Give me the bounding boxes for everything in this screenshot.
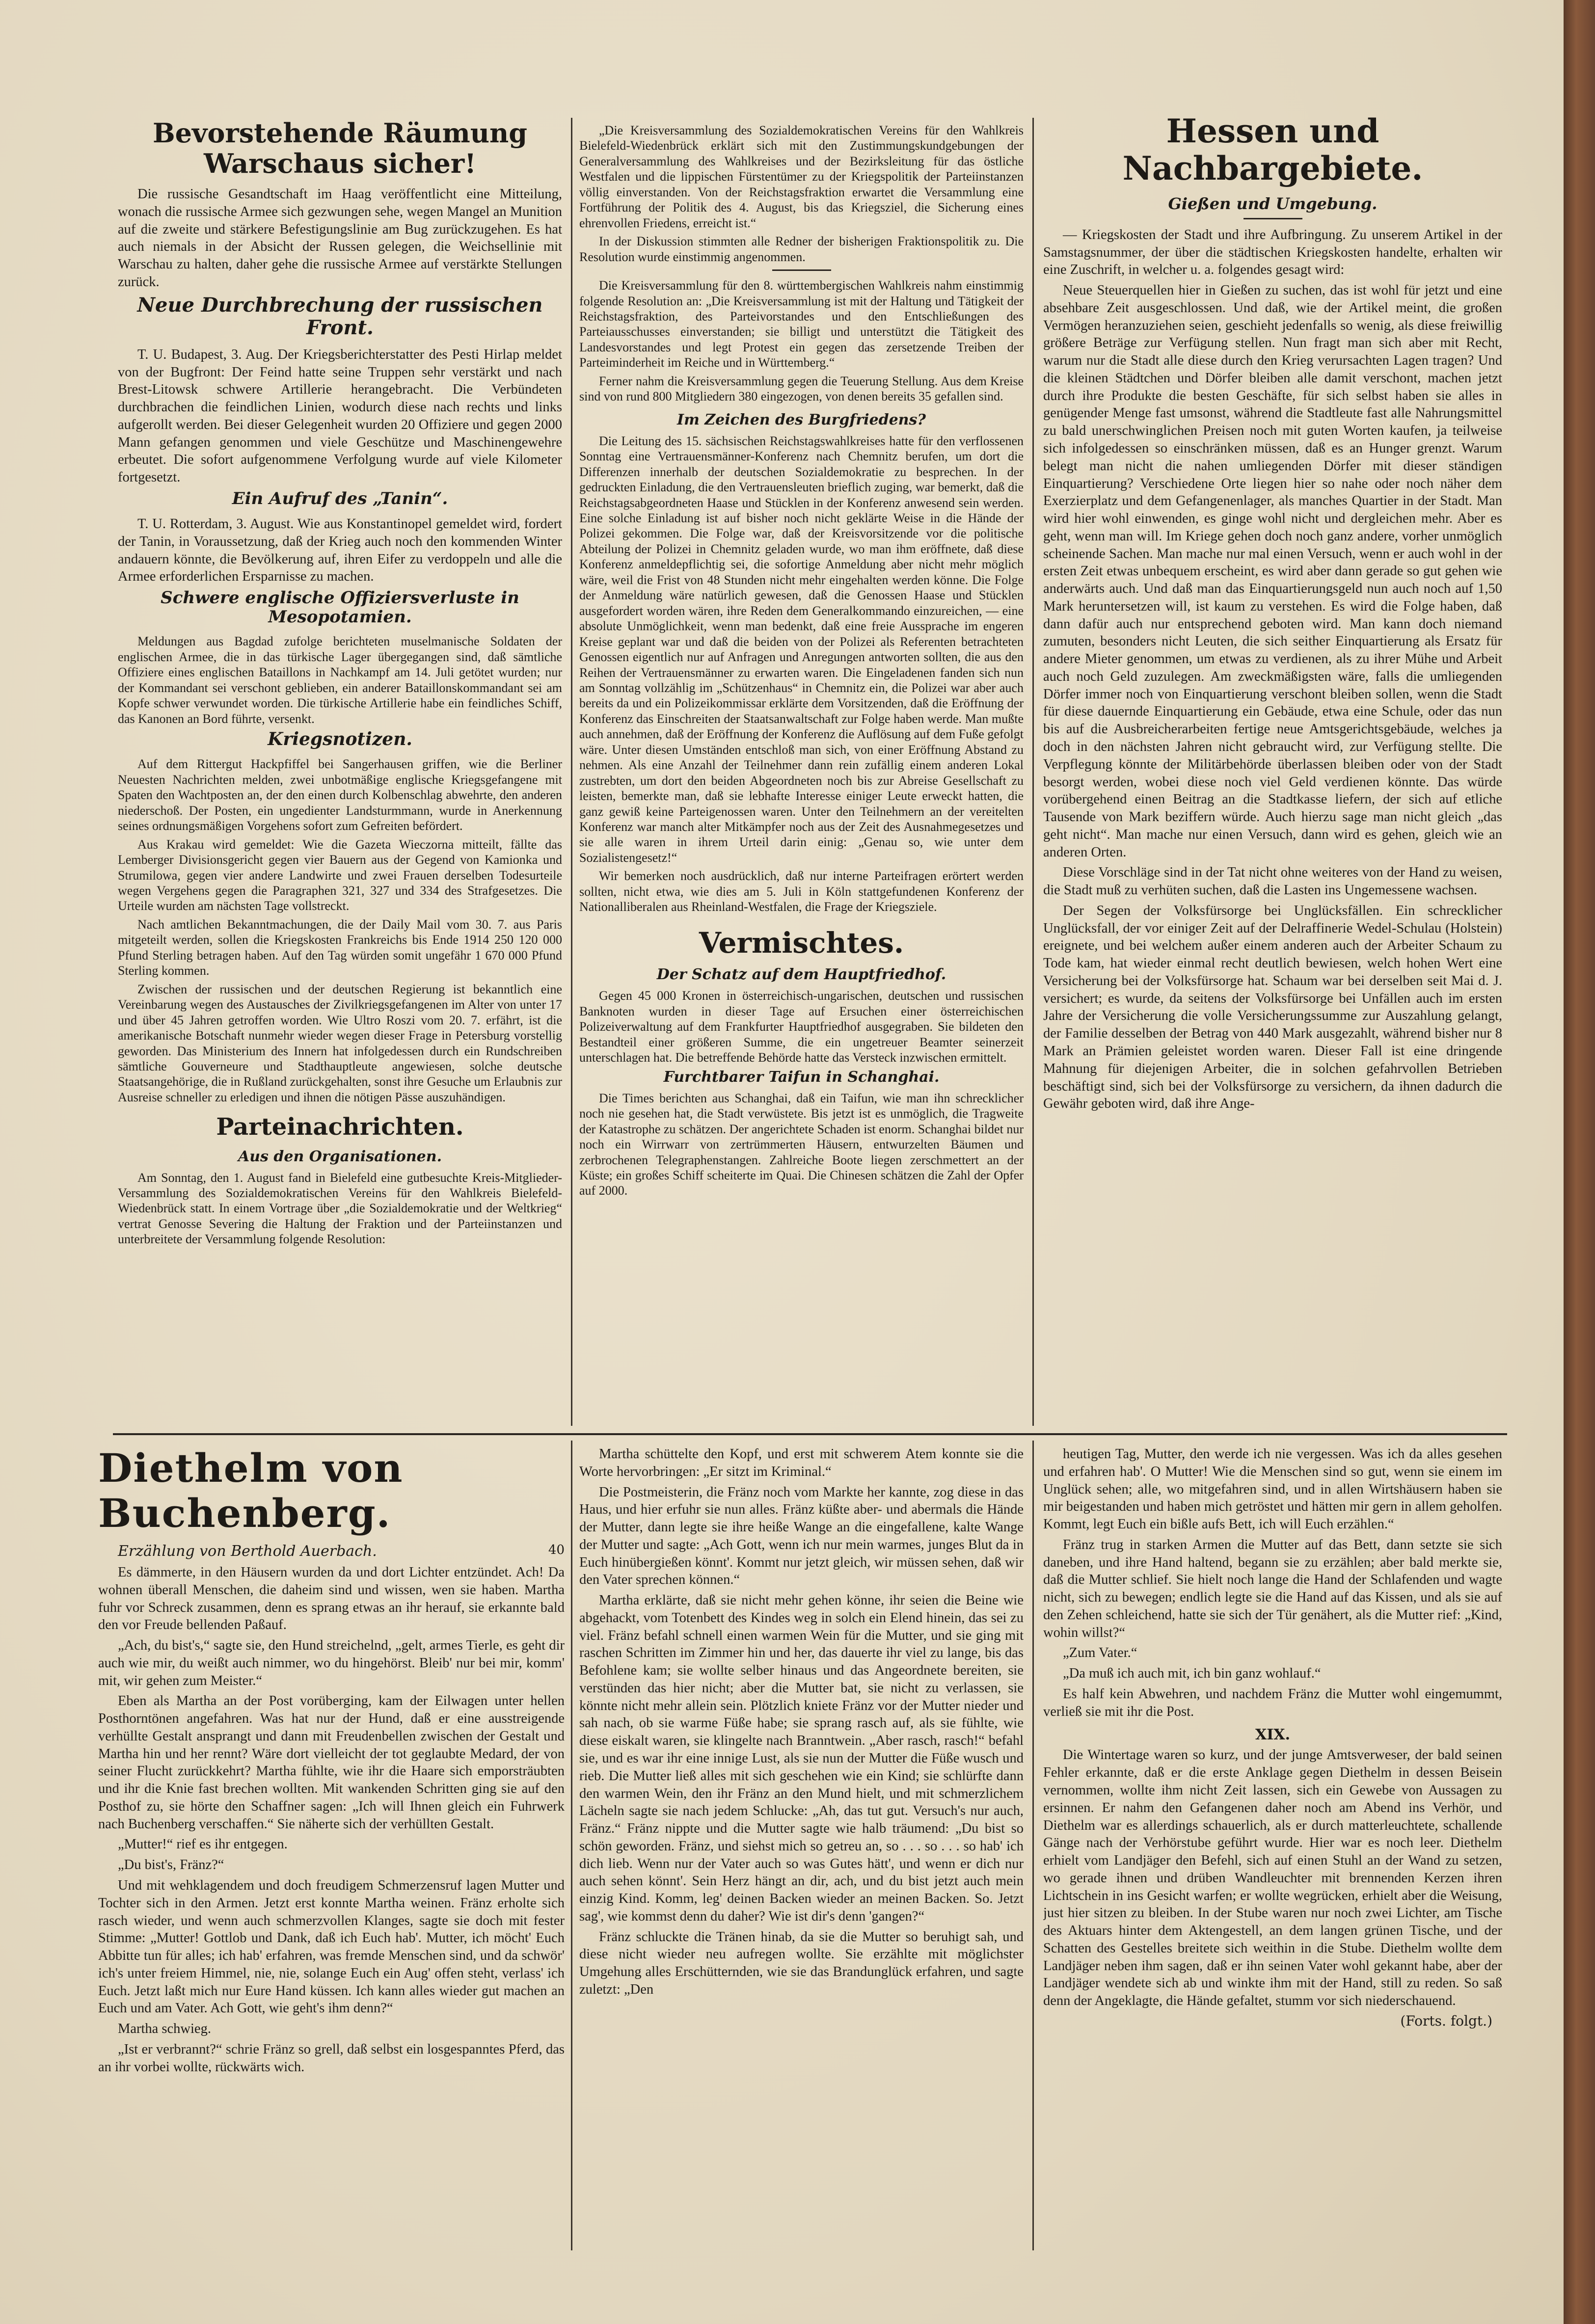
article-text: Aus Krakau wird gemeldet: Wie die Gazeta Wieczorna mitteilt, fällte das Lemberger Divisionsgericht gegen vier Bauern aus der Gegend von Kamionka und Strumilowa, gegen vier andere Landwirte und zwei Frauen derselben Todesurteile wegen Vergehens gegen die Paragraphen 321, 327 und 334 des Strafgesetzes. Die Urteile wurden am nächsten Tage vollstreckt. (118, 837, 562, 913)
headline-mesopotamien: Schwere englische Offiziersverluste in Mesopotamien. (161, 588, 519, 627)
article-text: Die Kreisversammlung für den 8. württembergischen Wahlkreis nahm einstimmig folgende Resolution an: „Die Kreisversammlung ist mit der Haltung und Tätigkeit der Reichstagsfraktion, des Parteivorstandes und den Entschließungen des Parteiausschusses einverstanden; sie billigt und unterstützt die Tätigkeit des Landesvorstandes und legt Protest ein gegen das zersetzende Treiben der Parteiminderheit im Reiche und in Württemberg.“ (579, 278, 1024, 370)
article-text: In der Diskussion stimmten alle Redner der bisherigen Fraktionspolitik zu. Die Resolution wurde einstimmig angenommen. (579, 234, 1024, 264)
serial-text: heutigen Tag, Mutter, den werde ich nie vergessen. Was ich da alles gesehen und erfahren hab'. O Mutter! Wie die Menschen sind so gut, wenn sie einem im Unglück sehen; alle, wo mitgefahren sind, und in allen Wirtshäusern haben sie mir beigestanden und haben mich getröstet und hätten mir gern in allem geholfen. Kommt, legt Euch ein bißle aufs Bett, ich will Euch erzählen.“ (1043, 1446, 1502, 1532)
serial-text: „Zum Vater.“ (1063, 1645, 1137, 1661)
article-text: T. U. Budapest, 3. Aug. Der Kriegsberichterstatter des Pesti Hirlap meldet von der Bugfront: Der Feind hatte seine Truppen sehr verstärkt und nach Brest-Litowsk schwere Artillerie herangebracht. Die Verbündeten durchbrachen die feindlichen Linien, wodurch diese nach rechts und links aufgerollt werden. Bei dieser Gelegenheit wurden 20 Offiziere und gegen 2000 Mann gefangen genommen und viele Geschütze und Maschinengewehre erbeutet. Die sofort aufgenommene Verfolgung wurde auf viele Kilometer fortgesetzt. (118, 347, 562, 485)
article-text: Diese Vorschläge sind in der Tat nicht ohne weiteres von der Hand zu weisen, die Stadt muß zu verhüten suchen, daß die Lasten ins Ungemessene wachsen. (1043, 865, 1502, 898)
serial-text: Fränz trug in starken Armen die Mutter auf das Bett, dann setzte sie sich daneben, und ihre Hand haltend, begann sie zu erzählen; aber bald merkte sie, daß die Mutter schlief. Sie hielt noch lange die Hand der Schlafenden und wagte nicht, sich zu bewegen; endlich legte sie die Hand auf das Kissen, und als sie auf den Zehen schleichend, hatte sie sich der Tür genähert, als die Mutter rief: „Kind, wohin willst?“ (1043, 1537, 1502, 1640)
serial-text: „Ist er verbrannt?“ schrie Fränz so grell, daß selbst ein losgespanntes Pferd, das an ihr vorbei wollte, rückwärts wich. (98, 2041, 565, 2075)
article-text: Neue Steuerquellen hier in Gießen zu suchen, das ist wohl für jetzt und eine absehbare Zeit ausgeschlossen. Und daß, wie der Artikel meint, die großen Vermögen heranzuziehen seien, geschieht jedenfalls so wenig, als diese freiwillig größere Beträge zur Verfügung stellen. Nun fragt man sich aber mit Recht, warum nur die Stadt alle diese durch den Krieg verursachten Lagen tragen? Und die kleinen Städtchen und Dörfer bleiben alle damit verschont, machen jetzt durch ihre Produkte die besten Geschäfte, für sich selbst haben sie alles in genügender Menge fast umsonst, während die Stadtleute fast alle Nahrungsmittel zu bald unerschwinglichen Preisen noch mit guten Worten kaufen, ja teilweise sich infolgedessen so einschränken müssen, daß es an Hunger grenzt. Warum belegt man nicht die nahen umliegenden Dörfer mit dieser ständigen Einquartierung? Verschiedene Orte liegen hier so nahe oder noch näher dem Exerzierplatz und dem Gefangenenlager, als manches Quartier in der Stadt. Man wird hier wohl einwenden, es ginge wohl nicht und dergleichen mehr. Aber es geht, wenn man will. Im Kriege gehen doch noch ganz andere, vorher unmöglich scheinende Sachen. Man mache nur mal einen Versuch, wenn er auch wohl in der ersten Zeit etwas unbequem erscheint, es wird aber dann gerade so gut gehen wie anderwärts auch. Und daß man das Einquartierungsgeld nun auch noch auf 1,50 Mark heruntersetzen will, ist kaum zu verstehen. Es wird die Folge haben, daß dann dafür auch nur entsprechend geboten wird. Man kann doch niemand zumuten, besonders nicht Leuten, die sich seither Einquartierung als Ersatz für andere Mieter genommen, um etwas zu verdienen, als zu ihrer Mühe und Arbeit auch noch Geld zuzulegen. Am zweckmäßigsten wäre, falls die umliegenden Dörfer immer noch von Einquartierung verschont bleiben sollen, wenn die Stadt für diese dauernde Einquartierung ein Gebäude, etwa eine Schule, oder das nun bis auf die Ausbreicherarbeiten fertige neue Amtsgerichtsgebäude, welches ja doch in den nächsten Jahren nicht gebraucht wird, zur Verfügung stellte. Die Verpflegung könnte der Militärbehörde überlassen bleiben oder von der Stadt besorgt werden, wobei diese noch viel Geld verdienen könnte. Das würde vorübergehend einen Beitrag an die Stadtkasse liefern, der sich auf etliche Tausende von Mark beziffern würde. Auch hierzu sage man nicht gleich „das geht nicht“. Man mache nur einen Versuch, dann wird es gehen, gleich wie an anderen Orten. (1043, 283, 1502, 860)
right-column (1043, 113, 1502, 1426)
serial-text: „Du bist's, Fränz?“ (118, 1857, 224, 1873)
serial-text: „Mutter!“ rief es ihr entgegen. (118, 1837, 288, 1852)
article-text: „Die Kreisversammlung des Sozialdemokratischen Vereins für den Wahlkreis Bielefeld-Wiedenbrück erklärt sich mit den Zustimmungskundgebungen der Generalversammlung des Wahlkreises und der Bezirksleitung für das östliche Westfalen und die lippischen Fürstentümer zu der Kriegspolitik der Parteiinstanzen völlig einverstanden. Von der Reichstagsfraktion erwartet die Versammlung eine Fortführung der Politik des 4. August, bis das Kriegsziel, die Sicherung eines ehrenvollen Friedens, erreicht ist.“ (579, 123, 1024, 230)
headline-front: Neue Durchbrechung der russischen Front. (137, 293, 543, 339)
column-divider (571, 1441, 572, 2250)
article-text: Ferner nahm die Kreisversammlung gegen die Teuerung Stellung. Aus dem Kreise sind von rund 800 Mitgliedern 380 eingezogen, von denen bereits 35 gefallen sind. (579, 374, 1024, 404)
serial-author: Erzählung von Berthold Auerbach. (118, 1543, 377, 1560)
section-divider (113, 1433, 1507, 1435)
article-text: Meldungen aus Bagdad zufolge berichteten muselmanische Soldaten der englischen Armee, die in das türkische Lager übergegangen sind, daß sämtliche Offiziere eines englischen Bataillons in Nachkampf am 14. Juli getötet wurden; nur der Kommandant sei verschont geblieben, ein anderer Bataillonskommandant sei am Kopfe schwer verwundet worden. Die türkische Artillerie habe ein feindliches Schiff, das Kanonen an Bord führte, versenkt. (118, 634, 562, 726)
continued-note: (Forts. folgt.) (1400, 2012, 1492, 2029)
article-text: Zwischen der russischen und der deutschen Regierung ist bekanntlich eine Vereinbarung wegen des Austausches der Zivilkriegsgefangenen im Alter von unter 17 und über 45 Jahren getroffen worden. Wie Ultro Roszi vom 20. 7. erfährt, ist die amerikanische Botschaft nunmehr wieder wegen dieser Frage in Petersburg vorstellig geworden. Das Ministerium des Innern hat infolgedessen durch ein Rundschreiben sämtliche Gouverneure und Stadthauptleute angewiesen, solche deutsche Staatsangehörige, die in Rußland zurückgehalten, sonst ihre Gesuche um Erlaubnis zur Ausreise schneller zu erledigen und ihnen die nötigen Pässe auszuhändigen. (118, 982, 562, 1104)
subhead-giessen: Gießen und Umgebung. (1168, 194, 1378, 213)
column-divider (1032, 1441, 1034, 2250)
article-text: Nach amtlichen Bekanntmachungen, die der Daily Mail vom 30. 7. aus Paris mitgeteilt werden, sollen die Kriegskosten Frankreichs bis Ende 1914 250 120 000 Pfund Sterling betragen haben. Auf den Tag würden somit ungefähr 1 670 000 Pfund Sterling kommen. (118, 917, 562, 978)
article-text: — Kriegskosten der Stadt und ihre Aufbringung. Zu unserem Artikel in der Samstagsnummer, der über die städtischen Kriegskosten handelte, erhalten wir eine Zuschrift, in welcher u. a. folgendes gesagt wird: (1043, 227, 1502, 278)
article-text: Die Leitung des 15. sächsischen Reichstagswahlkreises hatte für den verflossenen Sonntag eine Vertrauensmänner-Konferenz nach Chemnitz berufen, um dort die Differenzen innerhalb der deutschen Sozialdemokratie zu besprechen. In der gedruckten Einladung, die den Vertrauensleuten brieflich zuging, war bemerkt, daß die Reichstagsabgeordneten Haase und Stücklen in der Konferenz anwesend sein werden. Eine solche Einladung ist auf bisher noch nicht geklärte Weise in die Hände der Polizei gekommen. Die Folge war, daß der Kreisvorsitzende vor die politische Abteilung der Polizei in Chemnitz geladen wurde, wo man ihm eröffnete, daß diese Konferenz anmeldepflichtig sei, die sofortige Anmeldung aber nicht mehr möglich wäre, weil die Frist von 48 Stunden nicht mehr eingehalten werden könne. Die Folge der Anmeldung wäre natürlich gewesen, daß die Genossen Haase und Stücklen ausgefordert worden wären, ihre Reden dem Generalkommando einzureichen, — eine absolute Unmöglichkeit, wenn man bedenkt, daß eine freie Aussprache im engeren Kreise geplant war und daß die beiden von der Polizei als Referenten betrachteten Genossen eigentlich nur auf Anfragen und Anregungen antworten sollten, die aus den Reihen der Vertrauensmänner zu erwarten waren. Die Eingeladenen fanden sich nun am Sonntag vollzählig im „Schützenhaus“ in Chemnitz ein, die Polizei war aber auch bereits da und ein Polizeikommissar erklärte dem Vorsitzenden, daß die Eröffnung der Konferenz das Einschreiten der Staatsanwaltschaft zur Folge haben werde. Man mußte auch annehmen, daß der Eröffnung der Konferenz die Auflösung auf dem Fuße gefolgt wäre. Unter diesen Umständen entschloß man sich, von einer Eröffnung Abstand zu nehmen. Als eine Anzahl der Teilnehmer dann rein zufällig einem anderen Lokal zustrebten, um dort den beiden Abgeordneten noch bis zur Abreise Gesellschaft zu leisten, bemerkte man, daß sie lebhafte Interesse einiger Leute erweckt hatten, die ganz gewiß keine Parteigenossen waren. Unter den Teilnehmern an der vereitelten Konferenz war manch alter Mitkämpfer noch aus der Zeit des Ausnahmegesetzes und sie alle waren in ihrem Urteil darin einig: „Genau so, wie unter dem Sozialistengesetz!“ (579, 433, 1024, 865)
serial-text: Fränz schluckte die Tränen hinab, da sie die Mutter so beruhigt sah, und diese nicht wieder neu aufregen wollte. Sie erzählte mit möglichster Umgehung alles Erschütternden, wie sie das Brandunglück erfahren, und sagte zuletzt: „Den (579, 1929, 1024, 1997)
serial-text: Martha erklärte, daß sie nicht mehr gehen könne, ihr seien die Beine wie abgehackt, vom Totenbett des Kindes weg in solch ein Elend hinein, das sei zu viel. Fränz befahl schnell einen warmen Wein für die Mutter, und sie ging mit raschen Schritten im Zimmer hin und her, das dauerte ihr viel zu lange, bis das Befohlene kam; sie wollte selber hinaus und das Angeordnete bereiten, sie verstünden das hier nicht; aber die Mutter bat, sie nicht zu verlassen, sie könnte nicht mehr allein sein. Plötzlich kniete Fränz vor der Mutter nieder und sah nach, ob sie warme Füße habe; sie sprang rasch auf, als sie fühlte, wie diese eiskalt waren, sie klingelte nach Branntwein. „Aber rasch, rasch!“ befahl sie, und es war ihr eine innige Lust, als sie nun der Mutter die Füße wusch und rieb. Die Mutter ließ alles mit sich geschehen wie ein Kind; sie schlürfte dann den warmen Wein, den ihr Fränz an den Mund hielt, und mit schmerzlichem Lächeln sagte sie nach jedem Schlucke: „Ah, das tut gut. Versuch's nur auch, Fränz.“ Fränz nippte und die Mutter sagte wie halb träumend: „Du bist so schön geworden. Fränz, und siehst mich so getreu an, so . . . so . . . so hab' ich dich lieb. Wenn nur der Vater auch so was Gutes hätt', und wenn er dich nur auch sehen könnt'. Sein Herz hängt an dir, ach, und du bist jetzt auch mein einzig Kind. Komm, leg' deinen Backen wieder an meinen Backen. So. Jetzt sag', wie kommst denn du daher? Wie ist dir's denn 'gangen?“ (579, 1593, 1024, 1924)
serial-column-2 (579, 1445, 1024, 2250)
article-text: Die russische Gesandtschaft im Haag veröffentlicht eine Mitteilung, wonach die russische Armee sich gezwungen sehe, wegen Mangel an Munition auf die zweite und stärkere Befestigungslinie am Bug zurückzugehen. Es hat auch niemals in der Absicht der Russen gelegen, die Weichsellinie mit Warschau zu halten, daher gehe die russische Armee auf verstärkte Stellungen zurück. (118, 187, 562, 290)
middle-column (579, 123, 1024, 1426)
article-text: T. U. Rotterdam, 3. August. Wie aus Konstantinopel gemeldet wird, fordert der Tanin, in Voraussetzung, daß der Krieg auch noch den kommenden Winter andauern könnte, die Bevölkerung auf, ihren Eifer zu verdoppeln und alle die Armee erforderlichen Ersparnisse zu machen. (118, 516, 562, 585)
chapter-number: XIX. (1255, 1726, 1291, 1744)
serial-text: Es half kein Abwehren, und nachdem Fränz die Mutter wohl eingemummt, verließ sie mit ihr die Post. (1043, 1686, 1502, 1719)
subhead-organisationen: Aus den Organisationen. (238, 1148, 442, 1165)
serial-column-1 (98, 1445, 565, 2250)
book-binding (1564, 0, 1595, 2324)
serial-column-3 (1043, 1445, 1502, 2250)
headline-tanin: Ein Aufruf des „Tanin“. (232, 488, 448, 508)
subhead-taifun: Furchtbarer Taifun in Schanghai. (663, 1068, 940, 1086)
article-text: Auf dem Rittergut Hackpfiffel bei Sangerhausen griffen, wie die Berliner Neuesten Nachrichten melden, zwei unbotmäßige englische Kriegsgefangene mit Spaten den Wachtposten an, der den einen durch Kolbenschlag abwehrte, den anderen niederschoß. Der Posten, ein ungedienter Landsturmmann, wurde in Anerkennung seines ordnungsmäßigen Vorgehens sofort zum Gefreiten befördert. (118, 757, 562, 833)
serial-text: Und mit wehklagendem und doch freudigem Schmerzensruf lagen Mutter und Tochter sich in den Armen. Jetzt erst konnte Martha weinen. Fränz erholte sich rasch wieder, und wenn auch schmerzvollen Klanges, sagte sie doch mit fester Stimme: „Mutter! Gottlob und Dank, daß ich Euch hab'. Mutter, ich möcht' Euch Abbitte tun für alles; ich hab' erfahren, was fremde Menschen sind, und da schwör' ich's unter freiem Himmel, nie, nie, solange Euch ein Aug' offen steht, verlass' ich Euch. Jetzt laßt mich nur Eure Hand küssen. Ich kann alles wieder gut machen an Euch und am Vater. Ach Gott, wie geht's ihm denn?“ (98, 1878, 565, 2016)
left-column (118, 118, 562, 1426)
article-text: Am Sonntag, den 1. August fand in Bielefeld eine gutbesuchte Kreis-Mitglieder-Versammlung des Sozialdemokratischen Vereins für den Wahlkreis Bielefeld-Wiedenbrück statt. In einem Vortrage über „die Sozialdemokratie und der Weltkrieg“ vertrat Genosse Severing die Haltung der Fraktion und der Parteiinstanzen und unterbreitete der Versammlung folgende Resolution: (118, 1170, 562, 1247)
column-divider (1032, 118, 1034, 1426)
headline-vermischtes: Vermischtes. (699, 926, 904, 960)
article-text: Gegen 45 000 Kronen in österreichisch-ungarischen, deutschen und russischen Banknoten wurden in dieser Tage auf Ersuchen einer österreichischen Polizeiverwaltung auf dem Frankfurter Hauptfriedhof ausgegraben. Sie bildeten den Bestandteil einer größeren Summe, die ein ungetreuer Beamter seinerzeit unterschlagen hat. Die betreffende Behörde hatte das Versteck inzwischen ermittelt. (579, 988, 1024, 1065)
serial-number: 40 (548, 1543, 565, 1557)
serial-text: Die Postmeisterin, die Fränz noch vom Markte her kannte, zog diese in das Haus, und hier erfuhr sie nun alles. Fränz küßte aber- und abermals die Hände der Mutter, dann legte sie ihre heiße Wange an die eingefallene, kalte Wange der Mutter und sagte: „Ach Gott, wenn ich nur mein warmes, junges Blut da in Euch hinübergießen könnt'. Kommt nur jetzt gleich, wir müssen sehen, daß wir den Vater sprechen können.“ (579, 1484, 1024, 1588)
separator (1244, 218, 1302, 219)
headline-burgfrieden: Im Zeichen des Burgfriedens? (677, 411, 926, 428)
serial-text: „Ach, du bist's,“ sagte sie, den Hund streichelnd, „gelt, armes Tierle, es geht dir auch wie mir, du weißt auch nimmer, wo du hingehörst. Bleib' nur bei mir, komm' mit, wir gehen zum Meister.“ (98, 1638, 565, 1688)
headline-parteinachrichten: Parteinachrichten. (216, 1113, 464, 1141)
serial-text: „Da muß ich auch mit, ich bin ganz wohlauf.“ (1063, 1666, 1321, 1682)
article-text: Der Segen der Volksfürsorge bei Unglücksfällen. Ein schrecklicher Unglücksfall, der vor einiger Zeit auf der Delraffinerie Wedel-Schulau (Holstein) ereignete, und bei welchem außer einem anderen auch der Arbeiter Schaum zu Tode kam, hat wieder einmal recht deutlich bewiesen, welch hohen Wert eine Versicherung bei der Volksfürsorge hat. Schaum war bei derselben seit Mai d. J. versichert; es wurde, da seitens der Volksfürsorge bei Unfällen auch im ersten Jahre der Versicherung die volle Versicherungssumme zur Auszahlung gelangt, der Familie desselben der Betrag von 440 Mark ausgezahlt, während bisher nur 8 Mark an Prämien geleistet worden waren. Dieser Fall ist eine dringende Mahnung für diejenigen Arbeiter, die in solchen gefahrvollen Betrieben beschäftigt sind, sich bei der Volksfürsorge zu versichern, da ihnen dadurch die Gewähr geboten wird, daß ihre Ange- (1043, 903, 1502, 1112)
column-divider (571, 118, 572, 1426)
article-text: Wir bemerken noch ausdrücklich, daß nur interne Parteifragen erörtert werden sollten, nicht etwa, wie dies am 5. Juli in Köln stattgefundenen Konferenz der Nationalliberalen aus Rheinland-Westfalen, die Frage der Kriegsziele. (579, 869, 1024, 914)
serial-title: Diethelm von Buchenberg. (98, 1445, 404, 1536)
headline-warschau: Bevorstehende Räumung Warschaus sicher! (152, 118, 528, 180)
serial-text: Martha schwieg. (118, 2021, 211, 2037)
serial-text: Martha schüttelte den Kopf, und erst mit schwerem Atem konnte sie die Worte hervorbringen: „Er sitzt im Kriminal.“ (579, 1446, 1024, 1479)
subhead-schatz: Der Schatz auf dem Hauptfriedhof. (656, 966, 946, 984)
serial-text: Die Wintertage waren so kurz, und der junge Amtsverweser, der bald seinen Fehler erkannte, daß er die erste Anklage gegen Diethelm in dessen Beisein vernommen, wollte ihm nicht Zeit lassen, sich ein Gewebe von Aussagen zu ersinnen. Er nahm den Gefangenen daher noch am Abend ins Verhör, und Diethelm war es allerdings schauerlich, als er durch matterleuchtete, schallende Gänge nach der Verhörstube geführt wurde. Hier war es noch leer. Diethelm erhielt vom Landjäger den Befehl, sich auf einen Stuhl an der Wand zu setzen, wo gerade ihnen und drüben Wandleuchter mit brennenden Kerzen ihren Lichtschein in ins Gesicht warfen; er wollte wegrücken, erhielt aber die Weisung, just hier sitzen zu bleiben. In der Stube waren nur noch zwei Lichter, am Tische des Aktuars hinter dem Aktengestell, an dem langen grünen Tische, und der Schatten des Gestelles breitete sich weithin in die Stube. Diethelm wollte dem Landjäger neben ihm sagen, daß er ihn seinen Vater wohl gekannt habe, aber der Landjäger wendete sich ab und winkte ihm mit der Hand, still zu reden. So saß denn der Angeklagte, die Hände gefaltet, stumm vor sich niederschauend. (1043, 1747, 1502, 2009)
article-text: Die Times berichten aus Schanghai, daß ein Taifun, wie man ihn schrecklicher noch nie gesehen hat, die Stadt verwüstete. Bis jetzt ist es unmöglich, die Tragweite der Katastrophe zu schätzen. Der angerichtete Schaden ist enorm. Schanghai bildet nur noch ein Wirrwarr von zertrümmerten Häusern, entwurzelten Bäumen und zerbrochenen Telegraphenstangen. Zahlreiche Boote liegen zerschmettert an der Küste; ein großes Schiff scheiterte im Quai. Die Chinesen schätzen die Zahl der Opfer auf 2000. (579, 1091, 1024, 1198)
separator (772, 269, 831, 271)
serial-byline (118, 1543, 565, 1560)
headline-kriegsnotizen: Kriegsnotizen. (268, 728, 412, 749)
serial-text: Es dämmerte, in den Häusern wurden da und dort Lichter entzündet. Ach! Da wohnen überall Menschen, die daheim sind und wissen, wen sie haben. Martha fuhr vor Schreck zusammen, denn es sprang etwas an ihr herauf, sie erkannte bald den vor Freude bellenden Paßauf. (98, 1565, 565, 1633)
serial-text: Eben als Martha an der Post vorüberging, kam der Eilwagen unter hellen Posthorntönen angefahren. Was hat nur der Hund, daß er eine ausstreigende verhüllte Gestalt ansprangt und dann mit Freudenbellen zwischen der Gestalt und Martha hin und her rennt? Wäre dort vielleicht der tot geglaubte Medard, der von seiner Flucht zurückkehrt? Martha fühlte, wie ihr die Haare sich emporsträubten und ihr die Knie fast brechen wollten. Mit wankenden Schritten ging sie auf den Posthof zu, sie hörte den Schaffner sagen: „Ich will Ihnen gleich ein Fuhrwerk nach Buchenberg verschaffen.“ Sie näherte sich der verhüllten Gestalt. (98, 1693, 565, 1832)
headline-hessen: Hessen und Nachbargebiete. (1122, 113, 1423, 187)
